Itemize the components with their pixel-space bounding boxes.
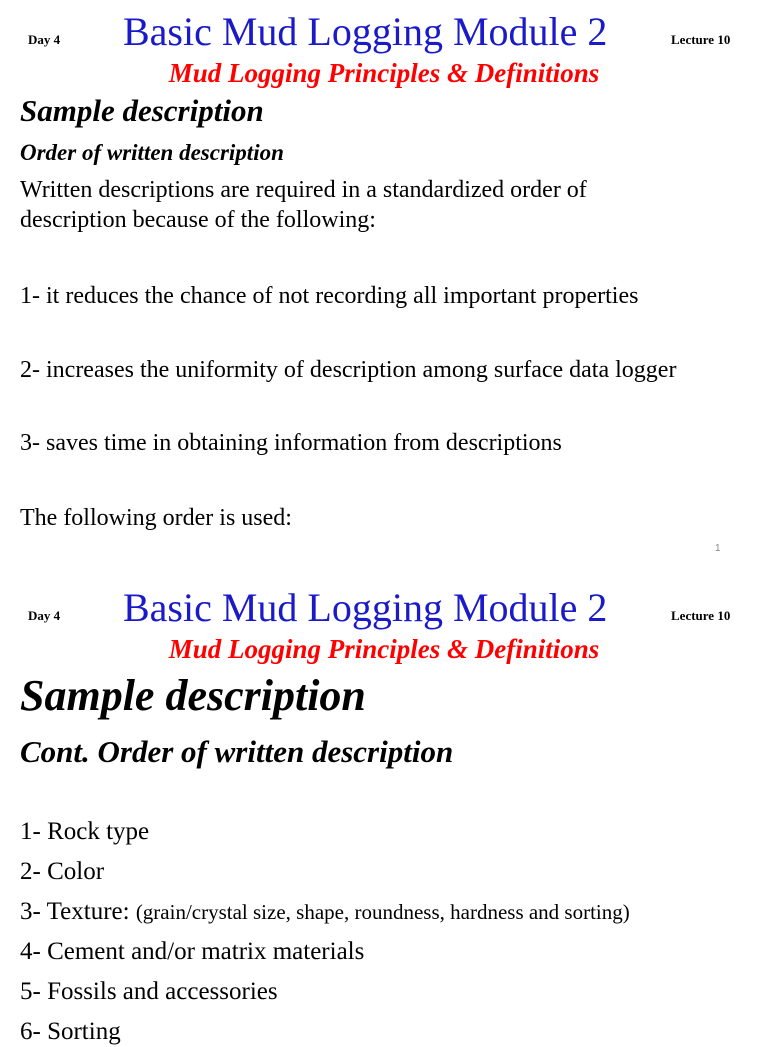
texture-detail: (grain/crystal size, shape, roundness, hardness and sorting)	[135, 900, 630, 924]
intro-line-2: description because of the following:	[20, 207, 376, 233]
lecture-label: Lecture 10	[671, 32, 731, 47]
page-number: 1	[715, 543, 721, 554]
lecture-label: Lecture 10	[671, 608, 731, 623]
section-heading: Sample description	[20, 671, 366, 720]
point-3: 3- saves time in obtaining information from descriptions	[20, 430, 562, 456]
slide-subtitle: Mud Logging Principles & Definitions	[168, 634, 600, 664]
section-heading: Sample description	[20, 93, 264, 128]
order-item-2: 2- Color	[20, 858, 105, 885]
intro-line-1: Written descriptions are required in a standardized order of	[20, 177, 587, 203]
order-item-3	[20, 897, 630, 927]
slide-subtitle: Mud Logging Principles & Definitions	[168, 58, 600, 88]
slide-title: Basic Mud Logging Module 2	[123, 9, 608, 54]
order-item-4: 4- Cement and/or matrix materials	[20, 938, 365, 965]
point-1: 1- it reduces the chance of not recording all important properties	[20, 283, 639, 309]
slide-2	[0, 576, 768, 1045]
order-item-5: 5- Fossils and accessories	[20, 978, 278, 1005]
day-label: Day 4	[28, 32, 61, 47]
order-item-3-label: 3- Texture:	[20, 898, 136, 925]
section-subheading: Order of written description	[20, 140, 284, 165]
slide-title: Basic Mud Logging Module 2	[123, 585, 608, 630]
day-label: Day 4	[28, 608, 61, 623]
order-item-1: 1- Rock type	[20, 818, 150, 845]
point-2: 2- increases the uniformity of description among surface data logger	[20, 357, 677, 383]
order-item-6: 6- Sorting	[20, 1018, 121, 1045]
section-subheading: Cont. Order of written description	[20, 734, 454, 769]
closing-line: The following order is used:	[20, 505, 292, 531]
